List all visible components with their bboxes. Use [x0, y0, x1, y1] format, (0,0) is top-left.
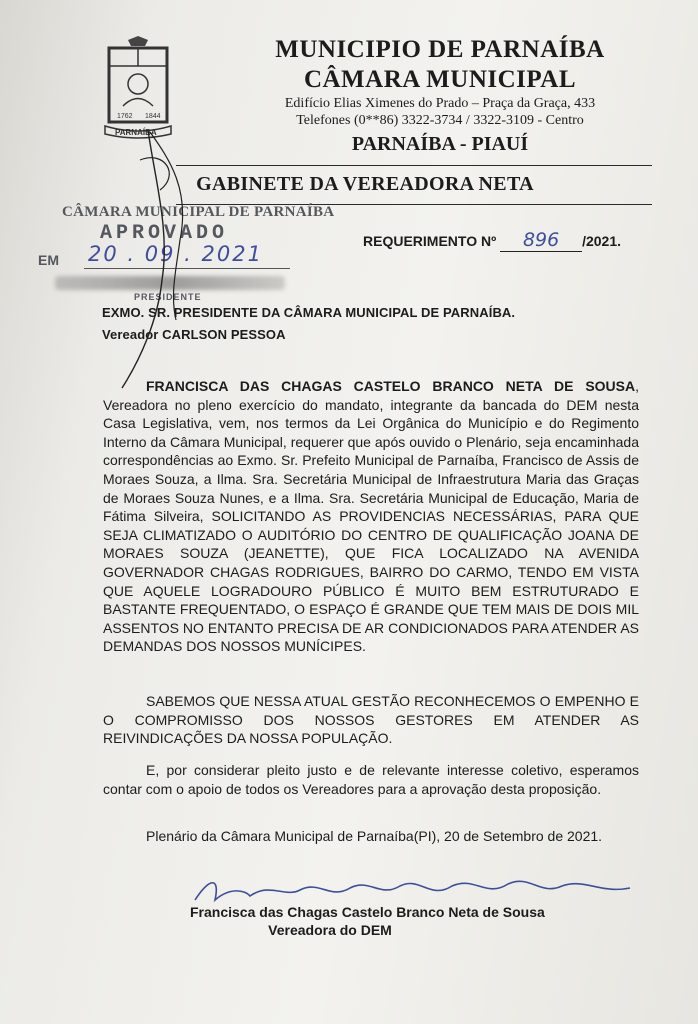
header-rule-top [176, 165, 652, 166]
header-municipality: MUNICIPIO DE PARNAÍBA [275, 36, 605, 63]
stamp-em-label: EM [38, 252, 59, 268]
header-phones: Telefones (0**86) 3322-3734 / 3322-3109 - Centro [296, 113, 584, 128]
stamp-status: APROVADO [100, 222, 229, 245]
paragraph-4 [103, 827, 639, 846]
crest-year-left: 1762 [117, 113, 133, 120]
request-year: /2021. [582, 233, 622, 249]
signature-role: Vereadora do DEM [268, 922, 392, 938]
addressee-line-2: Vereador CARLSON PESSOA [102, 327, 286, 342]
stamp-date: 20 . 09 . 2021 [88, 242, 263, 266]
paragraph-3-text: E, por considerar pleito justo e de relevante interesse coletivo, esperamos contar com o apoio de todos os Vereadores para a aprovação desta proposição. [103, 762, 639, 797]
stamp-role: PRESIDENTE [134, 292, 202, 302]
addressee-line-1: EXMO. SR. PRESIDENTE DA CÂMARA MUNICIPAL DE PARNAÍBA. [102, 305, 516, 320]
request-label: REQUERIMENTO Nº [363, 233, 497, 249]
header-city: PARNAÍBA - PIAUÍ [351, 133, 529, 155]
crest-banner: PARNAÍBA [115, 128, 157, 137]
paragraph-2-text: SABEMOS QUE NESSA ATUAL GESTÃO RECONHECEMOS O EMPENHO E O COMPROMISSO DOS NOSSOS GESTORES EM ATENDER AS REIVINDICAÇÕES DA NOSSA POPULAÇÃO. [103, 693, 639, 747]
request-number: 896 [500, 229, 582, 252]
president-signature-icon [110, 120, 220, 390]
paragraph-1 [103, 377, 639, 656]
header-address: Edifício Elias Ximenes do Prado – Praça da Graça, 433 [284, 96, 596, 111]
paragraph-2 [103, 692, 639, 748]
cabinet-title: GABINETE DA VEREADORA NETA [196, 173, 534, 195]
crest-year-right: 1844 [145, 113, 161, 120]
author-name: FRANCISCA DAS CHAGAS CASTELO BRANCO NETA DE SOUSA [146, 378, 636, 394]
author-signature-icon [190, 872, 640, 908]
paragraph-1-text: , Vereadora no pleno exercício do mandato, integrante da bancada do DEM nesta Casa Legislativa, vem, nos termos da Lei Orgânica do Município e do Regimento Interno da Câmara Municipal, requerer que após ouvido o Plenário, seja encaminhada correspondências ao Exmo. Sr. Prefeito Municipal de Parnaíba, Francisco de Assis de Moraes Souza, a Ilma. Sra. Secretária Municipal de Infraestrutura Maria das Graças de Moraes Souza Nunes, e a Ilma. Sra. Secretária Municipal de Educação, Maria de Fátima Silveira, SOLICITANDO AS PROVIDENCIAS NECESSÁRIAS, PARA QUE SEJA CLIMATIZADO O AUDITÓRIO DO CENTRO DE QUALIFICAÇÃO JOANA DE MORAES SOUZA (JEANETTE), QUE FICA LOCALIZADO NA AVENIDA GOVERNADOR CHAGAS RODRIGUES, BAIRRO DO CARMO, TENDO EM VISTA QUE AQUELE LOGRADOURO PÚBLICO É MUITO BEM ESTRUTURADO E BASTANTE FREQUENTADO, O ESPAÇO É GRANDE QUE TEM MAIS DE DOIS MIL ASSENTOS NO ENTANTO PRECISA DE AR CONDICIONADOS PARA ATENDER AS DEMANDAS DOS NOSSOS MUNÍCIPES. [103, 378, 639, 655]
header-chamber: CÂMARA MUNICIPAL [303, 66, 577, 93]
stamp-institution: CÂMARA MUNICIPAL DE PARNAÍBA [62, 204, 335, 220]
paragraph-3 [103, 761, 639, 798]
request-number-line [363, 229, 621, 252]
paragraph-4-text: Plenário da Câmara Municipal de Parnaíba(PI), 20 de Setembro de 2021. [146, 828, 603, 844]
signature-name: Francisca das Chagas Castelo Branco Neta de Sousa [190, 904, 545, 920]
